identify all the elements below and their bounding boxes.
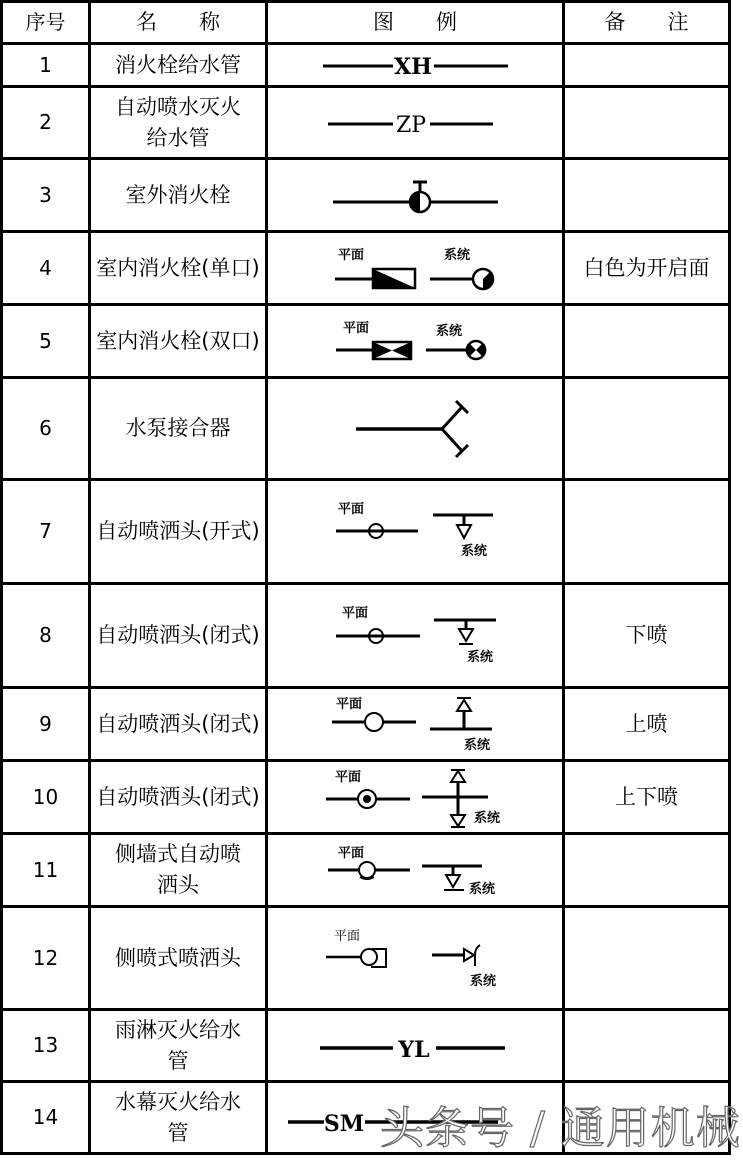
legend-cell: [267, 232, 564, 305]
table-row: [2, 584, 730, 688]
row-no: 13: [2, 1010, 90, 1082]
row-name: 自动喷洒头(闭式): [90, 761, 267, 834]
svg-text:系统: 系统: [470, 973, 497, 989]
row-no: 10: [2, 761, 90, 834]
zp-pipe-symbol: [268, 90, 562, 156]
row-name: 自动喷洒头(闭式): [90, 688, 267, 761]
legend-cell: [267, 159, 564, 232]
row-remark: 上下喷: [564, 761, 730, 834]
table-row: [2, 159, 730, 232]
table-row: [2, 480, 730, 584]
row-name: 室内消火栓(双口): [90, 305, 267, 378]
row-name: 侧喷式喷洒头: [90, 907, 267, 1010]
legend-cell: [267, 907, 564, 1010]
xh-pipe-symbol: [268, 47, 562, 84]
row-remark: [564, 907, 730, 1010]
svg-text:系统: 系统: [436, 323, 463, 339]
svg-text:系统: 系统: [467, 649, 494, 665]
open-sprinkler-symbol: [268, 483, 562, 581]
table-row: [2, 1010, 730, 1082]
row-no: 1: [2, 44, 90, 87]
legend-cell: [267, 305, 564, 378]
legend-cell: [267, 480, 564, 584]
row-no: 2: [2, 87, 90, 159]
row-remark: [564, 44, 730, 87]
row-no: 14: [2, 1082, 90, 1154]
svg-text:系统: 系统: [464, 737, 491, 753]
svg-text:YL: YL: [398, 1036, 430, 1063]
table-row: [2, 834, 730, 907]
row-remark: [564, 834, 730, 907]
row-name: 水幕灭火给水管: [90, 1082, 267, 1154]
legend-cell: [267, 584, 564, 688]
outdoor-hydrant-symbol: [268, 162, 562, 229]
row-name: 消火栓给水管: [90, 44, 267, 87]
row-no: 4: [2, 232, 90, 305]
svg-text:系统: 系统: [461, 543, 488, 559]
svg-text:系统: 系统: [444, 247, 471, 263]
sidewall-sprinkler-symbol: [268, 837, 562, 904]
row-remark: [564, 1010, 730, 1082]
row-remark: 上喷: [564, 688, 730, 761]
row-no: 9: [2, 688, 90, 761]
svg-text:平面: 平面: [342, 605, 369, 621]
table-row: [2, 907, 730, 1010]
table-row: [2, 378, 730, 480]
row-no: 11: [2, 834, 90, 907]
svg-text:平面: 平面: [338, 501, 365, 517]
svg-text:ZP: ZP: [395, 112, 427, 138]
svg-text:系统: 系统: [474, 810, 501, 826]
svg-text:系统: 系统: [469, 881, 496, 897]
row-remark: [564, 159, 730, 232]
indoor-hydrant-single-symbol: [268, 235, 562, 302]
row-no: 7: [2, 480, 90, 584]
header-no: 序号: [2, 2, 90, 44]
svg-text:SM: SM: [323, 1110, 365, 1137]
table-row: [2, 761, 730, 834]
svg-text:平面: 平面: [343, 320, 370, 336]
row-name: 侧墙式自动喷洒头: [90, 834, 267, 907]
table-row: [2, 232, 730, 305]
legend-cell: [267, 44, 564, 87]
header-legend: 图 例: [267, 2, 564, 44]
watermark: 头条号 / 通用机械: [380, 1103, 741, 1154]
closed-sprinkler-up-symbol: [268, 691, 562, 758]
row-remark: 下喷: [564, 584, 730, 688]
svg-text:平面: 平面: [338, 247, 365, 263]
table-row: [2, 305, 730, 378]
closed-sprinkler-up-down-symbol: [268, 764, 562, 831]
header-name: 名 称: [90, 2, 267, 44]
row-name: 雨淋灭火给水管: [90, 1010, 267, 1082]
side-spray-sprinkler-symbol: [268, 910, 562, 1007]
row-name: 自动喷洒头(开式): [90, 480, 267, 584]
svg-text:XH: XH: [394, 53, 432, 80]
table-row: [2, 44, 730, 87]
table-row: [2, 87, 730, 159]
row-remark: [564, 305, 730, 378]
row-remark: [564, 378, 730, 480]
row-remark: [564, 87, 730, 159]
header-row: [2, 2, 730, 44]
row-remark: [564, 480, 730, 584]
table-row: [2, 688, 730, 761]
legend-cell: [267, 761, 564, 834]
legend-cell: [267, 378, 564, 480]
row-no: 6: [2, 378, 90, 480]
svg-text:平面: 平面: [336, 696, 363, 712]
header-remark: 备 注: [564, 2, 730, 44]
legend-cell: [267, 688, 564, 761]
pump-adapter-symbol: [268, 381, 562, 477]
svg-text:平面: 平面: [338, 845, 365, 861]
legend-cell: [267, 834, 564, 907]
row-name: 室内消火栓(单口): [90, 232, 267, 305]
yl-pipe-symbol: [268, 1013, 562, 1079]
row-remark: 白色为开启面: [564, 232, 730, 305]
row-no: 8: [2, 584, 90, 688]
svg-text:平面: 平面: [335, 769, 362, 785]
indoor-hydrant-double-symbol: [268, 308, 562, 375]
row-no: 12: [2, 907, 90, 1010]
row-name: 室外消火栓: [90, 159, 267, 232]
row-no: 3: [2, 159, 90, 232]
row-name: 自动喷水灭火给水管: [90, 87, 267, 159]
legend-cell: [267, 87, 564, 159]
legend-cell: [267, 1010, 564, 1082]
row-no: 5: [2, 305, 90, 378]
closed-sprinkler-down-symbol: [268, 587, 562, 685]
svg-text:平面: 平面: [334, 928, 361, 944]
row-name: 水泵接合器: [90, 378, 267, 480]
row-name: 自动喷洒头(闭式): [90, 584, 267, 688]
